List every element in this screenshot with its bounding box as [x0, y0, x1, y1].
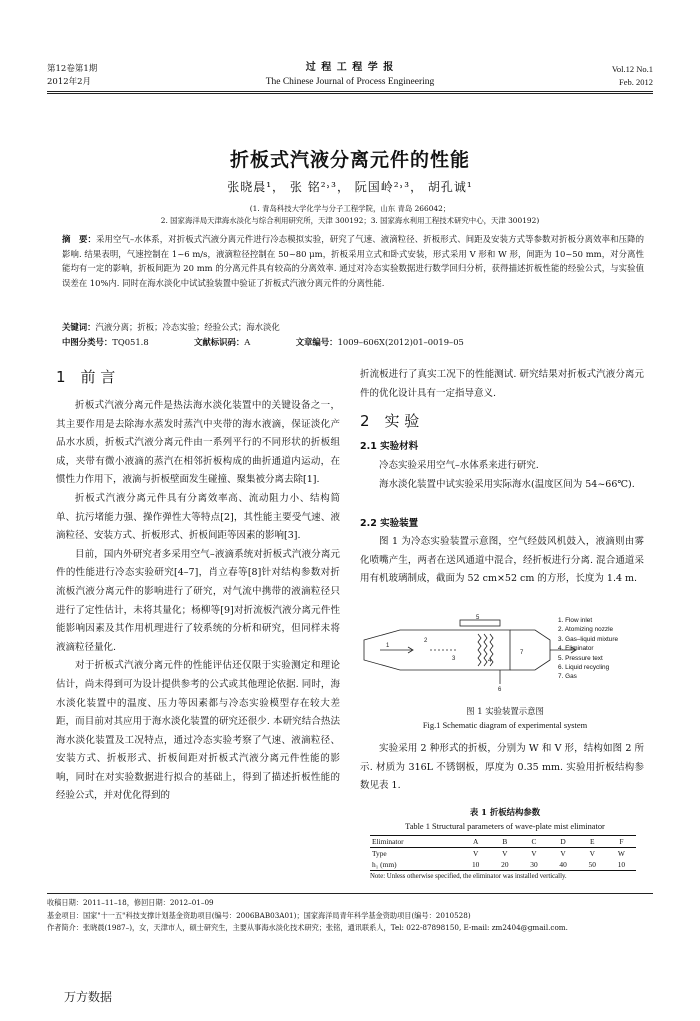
watermark: 万方数据: [64, 990, 113, 1004]
footnotes: [47, 897, 653, 935]
legend-item: 3. Gas–liquid mixture: [558, 635, 619, 643]
table-1-grid: [370, 835, 636, 871]
table-header-cell: D: [560, 837, 566, 846]
paper-title: 折板式汽液分离元件的性能: [229, 149, 470, 171]
section2-2-body: [360, 533, 644, 589]
doc-code-label: 文献标识码：: [194, 337, 245, 347]
pressure-gauge: [460, 620, 500, 626]
abstract-label: 摘 要：: [62, 234, 96, 244]
table-header-cell: A: [473, 837, 479, 846]
s1-continuation: 折流板进行了真实工况下的性能测试. 研究结果对折板式汽液分离元件的优化设计具有一定指导意义.: [360, 369, 644, 399]
section2-2-heading: 2.2 实验装置: [360, 518, 419, 529]
article-no-label: 文章编号：: [295, 337, 338, 347]
section1-heading: 1 前 言: [56, 368, 116, 386]
clc-label: 中图分类号：: [62, 337, 113, 347]
fig-num-4: 4: [488, 658, 492, 664]
footnote-rule: [47, 893, 653, 894]
s22-paragraph: 图 1 为冷态实验装置示意图，空气经鼓风机鼓入，液滴则由雾化喷嘴产生，两者在送风通道中混合，经折板进行分离. 混合通道采用有机玻璃制成，截面为 52 cm×52 cm 的方形，长度为 1.4 m.: [360, 536, 644, 585]
classification-line: [62, 335, 644, 349]
table-header-cell: C: [531, 837, 537, 846]
figure-1: [360, 612, 650, 692]
after-figure-paragraph: 实验采用 2 种形式的折板，分别为 W 和 V 形，结构如图 2 所示. 材质为 316L 不锈钢板，厚度为 0.35 mm. 实验用折板结构参数见表 1.: [360, 743, 644, 792]
figure-1-caption-cn: 图 1 实验装置示意图: [466, 706, 544, 716]
table-1: [370, 835, 636, 880]
s21-paragraph-1: 冷态实验采用空气–水体系来进行研究.: [379, 460, 539, 471]
s21-paragraph-2: 海水淡化装置中试实验采用实际海水(温度区间为 54~66℃).: [379, 478, 635, 490]
left-column: [56, 397, 340, 877]
header-rule-2: [47, 93, 653, 94]
table-header-row: [370, 836, 636, 848]
table-cell: 20: [501, 860, 509, 869]
table-header-cell: Eliminator: [372, 837, 404, 846]
legend-item: 2. Atomizing nozzle: [558, 626, 614, 634]
table-cell: 10: [471, 860, 480, 869]
table-cell: W: [617, 849, 625, 858]
abstract: [62, 232, 644, 290]
table-row: [370, 848, 636, 860]
table-cell: V: [560, 849, 566, 858]
legend-item: 4. Eliminator: [558, 645, 594, 653]
section2-1-heading: 2.1 实验材料: [360, 441, 419, 452]
s1-paragraph-1: 折板式汽液分离元件是热法海水淡化装置中的关键设备之一，其主要作用是去除海水蒸发时蒸汽中夹带的海水液滴，保证淡化产品水水质，折板式汽液分离元件由一系列平行的不同形状的折板组成，夹带有微小液滴的蒸汽在相邻折板构成的曲折通道内运动，在惯性力作用下，液滴与折板壁面发生碰撞、聚集被分离去除[1].: [56, 400, 340, 486]
table-cell: V: [473, 849, 479, 858]
header-date-cn: 2012年2月: [47, 77, 92, 87]
table-cell: Type: [372, 849, 387, 858]
s1-paragraph-4: 对于折板式汽液分离元件的性能评估还仅限于实验测定和理论估计，尚未得到可为设计提供参考的公式或其他理论依据. 同时，海水淡化装置中的温度、压力等因素都与冷态实验模型存在较大差距，而目前对其应用于海水淡化装置的研究还很少. 本研究结合热法海水淡化装置及工况特点，通过冷态实验考察了气速、液滴粒径、安装方式、折板形式、折板间距对折板式汽液分离元件性能的影响，同时在对实验数据进行拟合的基础上，得到了描述折板性能的经验公式，并对优化得到的: [56, 660, 340, 802]
eliminator-plate-1: [478, 634, 481, 666]
figure-1-caption-en: Fig.1 Schematic diagram of experimental system: [422, 721, 588, 730]
footnote-received: 收稿日期：2011–11–18，修回日期：2012–01–09: [47, 898, 214, 907]
affiliation-line-1: (1. 青岛科技大学化学与分子工程学院，山东 青岛 266042；: [249, 204, 451, 213]
table-1-note: Note: Unless otherwise specified, the eliminator was installed vertically.: [370, 873, 567, 880]
outlet-duct: [510, 630, 550, 670]
legend-item: 7. Gas: [558, 673, 577, 681]
journal-title-cn: 过 程 工 程 学 报: [305, 62, 395, 73]
table-cell: V: [589, 849, 595, 858]
table-cell: 10: [617, 860, 626, 869]
affiliation-line-2: 2. 国家海洋局天津海水淡化与综合利用研究所，天津 300192；3. 国家海水利用工程技术研究中心，天津 300192): [160, 216, 540, 225]
keywords: [62, 320, 644, 334]
s1-paragraph-3: 目前，国内外研究者多采用空气–液滴系统对折板式汽液分离元件的性能进行冷态实验研究[4–7]，肖立春等[8]针对结构参数对折流板汽液分离元件的影响进行了研究，对气流中携带的液滴粒径只进行了定性估计，未将其量化；杨柳等[9]对折流板汽液分离元件性能影响因素及其作用机理进行了较系统的分析和研究，但同样未将液滴粒径量化.: [56, 548, 340, 653]
header-date-en: Feb. 2012: [619, 77, 653, 87]
header-rule: [47, 91, 653, 92]
eliminator-plate-2: [484, 634, 487, 666]
authors: 张晓晨¹， 张 铭²˒³， 阮国岭²˒³， 胡孔诚¹: [227, 180, 473, 194]
header-volume-en: Vol.12 No.1: [611, 64, 653, 74]
legend-item: 5. Pressure text: [558, 654, 603, 662]
table-cell: 40: [559, 860, 567, 869]
journal-title-en: The Chinese Journal of Process Engineering: [265, 77, 435, 87]
table-header-cell: B: [502, 837, 508, 846]
footnote-fund: 基金项目：国家"十一五"科技支撑计划基金资助项目(编号：2006BAB03A01)；国家海洋局青年科学基金资助项目(编号：2010528): [47, 910, 471, 920]
section2-1-body: [360, 457, 644, 494]
legend-item: 1. Flow inlet: [558, 617, 593, 624]
table-cell: V: [502, 849, 508, 858]
legend-item: 6. Liquid recycling: [558, 664, 610, 672]
fig-num-1: 1: [386, 643, 390, 649]
doc-code-value: A: [244, 337, 251, 347]
keywords-text: 汽液分离；折板；冷态实验；经验公式；海水淡化: [95, 322, 280, 332]
clc-value: TQ051.8: [112, 337, 149, 347]
header-volume-cn: 第12卷第1期: [47, 64, 98, 74]
keywords-label: 关键词：: [62, 322, 96, 332]
table-cell: 30: [530, 860, 538, 869]
table-cell: V: [531, 849, 537, 858]
table-cell: h₁ (mm): [372, 860, 397, 869]
after-figure-text: [360, 740, 644, 796]
table-header-cell: E: [589, 837, 595, 846]
fig-num-3: 3: [452, 656, 456, 662]
fig-num-2: 2: [424, 638, 428, 644]
footnote-author: 作者简介：张晓晨(1987–)，女，天津市人，硕士研究生，主要从事海水淡化技术研究；张铭，通讯联系人，Tel: 022-87898150, E-mail: zm2404@gmail.com.: [47, 923, 568, 932]
s1-paragraph-2: 折板式汽液分离元件具有分离效率高、流动阻力小、结构简单、抗污堵能力强、操作弹性大等特点[2]，其性能主要受气速、液滴粒径、安装方式、折板形式、折板间距等因素的影响[3].: [56, 492, 340, 542]
table-row: [370, 859, 636, 871]
table-1-caption-en: Table 1 Structural parameters of wave-plate mist eliminator: [405, 822, 605, 831]
fig-num-6: 6: [498, 687, 502, 692]
section2-heading: 2 实 验: [360, 412, 420, 430]
table-1-caption-cn: 表 1 折板结构参数: [469, 807, 541, 817]
table-header-cell: F: [619, 837, 624, 846]
article-no-value: 1009–606X(2012)01–0019–05: [337, 337, 464, 347]
table-cell: 50: [588, 860, 596, 869]
figure-1-legend: [558, 616, 618, 682]
fig-num-7: 7: [520, 650, 524, 656]
abstract-text: 采用空气–水体系，对折板式汽液分离元件进行冷态模拟实验，研究了气速、液滴粒径、折板形式、间距及安装方式等参数对折板分离效率和压降的影响. 结果表明，气速控制在 1~6 m/s，液滴粒径控制在 50~80 μm，折板采用立式和卧式安装，形式采用 V 形和 W 形，间距为 10~50 mm，对分离性能均有一定的影响，折板间距为 20 mm 的分离元件具有较高的分离效率. 通过对冷态实验数据进行数学回归分析，获得描述折板性能的经验公式，与实验值误差在 10%内. 同时在海水淡化中试试验装置中验证了折板式汽液分离元件的分离性能.: [62, 234, 645, 288]
fig-num-5: 5: [476, 615, 480, 621]
